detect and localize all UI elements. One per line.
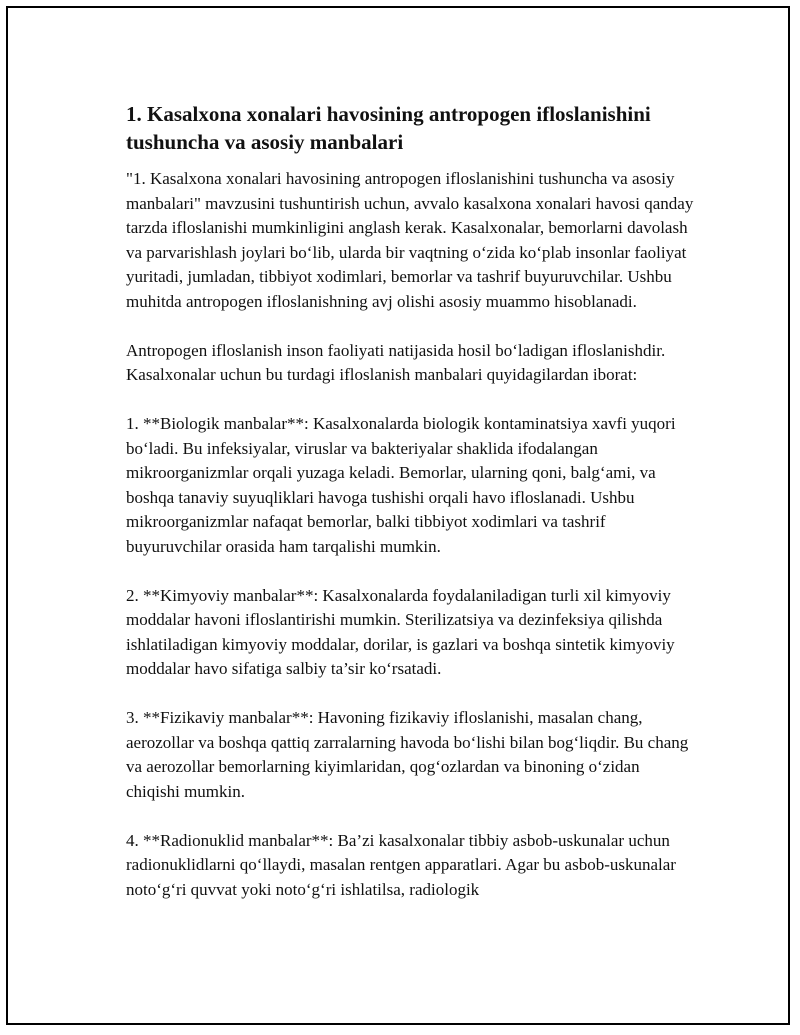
paragraph-physical-sources: 3. **Fizikaviy manbalar**: Havoning fizikaviy ifloslanishi, masalan chang, aerozollar va boshqa qattiq zarralarning havoda bo‘lishi bilan bog‘liqdir. Bu chang va aerozollar bemorlarning kiyimlaridan, qog‘ozlardan va binoning o‘zidan chiqishi mumkin. [126,708,689,801]
paragraph-biological-sources: 1. **Biologik manbalar**: Kasalxonalarda biologik kontaminatsiya xavfi yuqori bo‘ladi. Bu infeksiyalar, viruslar va bakteriyalar shaklida ifodalangan mikroorganizmlar orqali yuzaga keladi. Bemorlar, ularning qoni, balg‘ami, va boshqa tanaviy suyuqliklari havoga tushishi orqali havo ifloslanadi. Ushbu mikroorganizmlar nafaqat bemorlar, balki tibbiyot xodimlari va tashrif buyuruvchilar orasida ham tarqalishi mumkin. [126,414,676,556]
paragraph-definition: Antropogen ifloslanish inson faoliyati natijasida hosil bo‘ladigan ifloslanishdir. Kasalxonalar uchun bu turdagi ifloslanish manbalari quyidagilardan iborat: [126,340,666,384]
paragraph-intro: "1. Kasalxona xonalari havosining antropogen ifloslanishini tushuncha va asosiy manbalari" mavzusini tushuntirish uchun, avvalo kasalxona xonalari havosi qanday tarzda ifloslanishi mumkinligini anglash kerak. Kasalxonalar, bemorlarni davolash va parvarishlash joylari bo‘lib, ularda bir vaqtning o‘zida ko‘plab insonlar faoliyat yuritadi, jumladan, tibbiyot xodimlari, bemorlar va tashrif buyuruvchilar. Ushbu muhitda antropogen ifloslanishning avj olishi asosiy muammo hisoblanadi. [126,169,694,311]
page-frame [6,6,790,1025]
document-body [126,100,696,927]
section-heading: 1. Kasalxona xonalari havosining antropogen ifloslanishini tushuncha va asosiy manbalari [126,102,651,154]
paragraph-chemical-sources: 2. **Kimyoviy manbalar**: Kasalxonalarda foydalaniladigan turli xil kimyoviy moddalar havoni ifloslantirishi mumkin. Sterilizatsiya va dezinfeksiya qilishda ishlatiladigan kimyoviy moddalar, dorilar, is gazlari va boshqa sintetik kimyoviy moddalar havo sifatiga salbiy ta’sir ko‘rsatadi. [126,585,675,678]
paragraph-radionuclide-sources: 4. **Radionuklid manbalar**: Ba’zi kasalxonalar tibbiy asbob-uskunalar uchun radionuklidlarni qo‘llaydi, masalan rentgen apparatlari. Agar bu asbob-uskunalar noto‘g‘ri quvvat yoki noto‘g‘ri ishlatilsa, radiologik [126,830,676,899]
